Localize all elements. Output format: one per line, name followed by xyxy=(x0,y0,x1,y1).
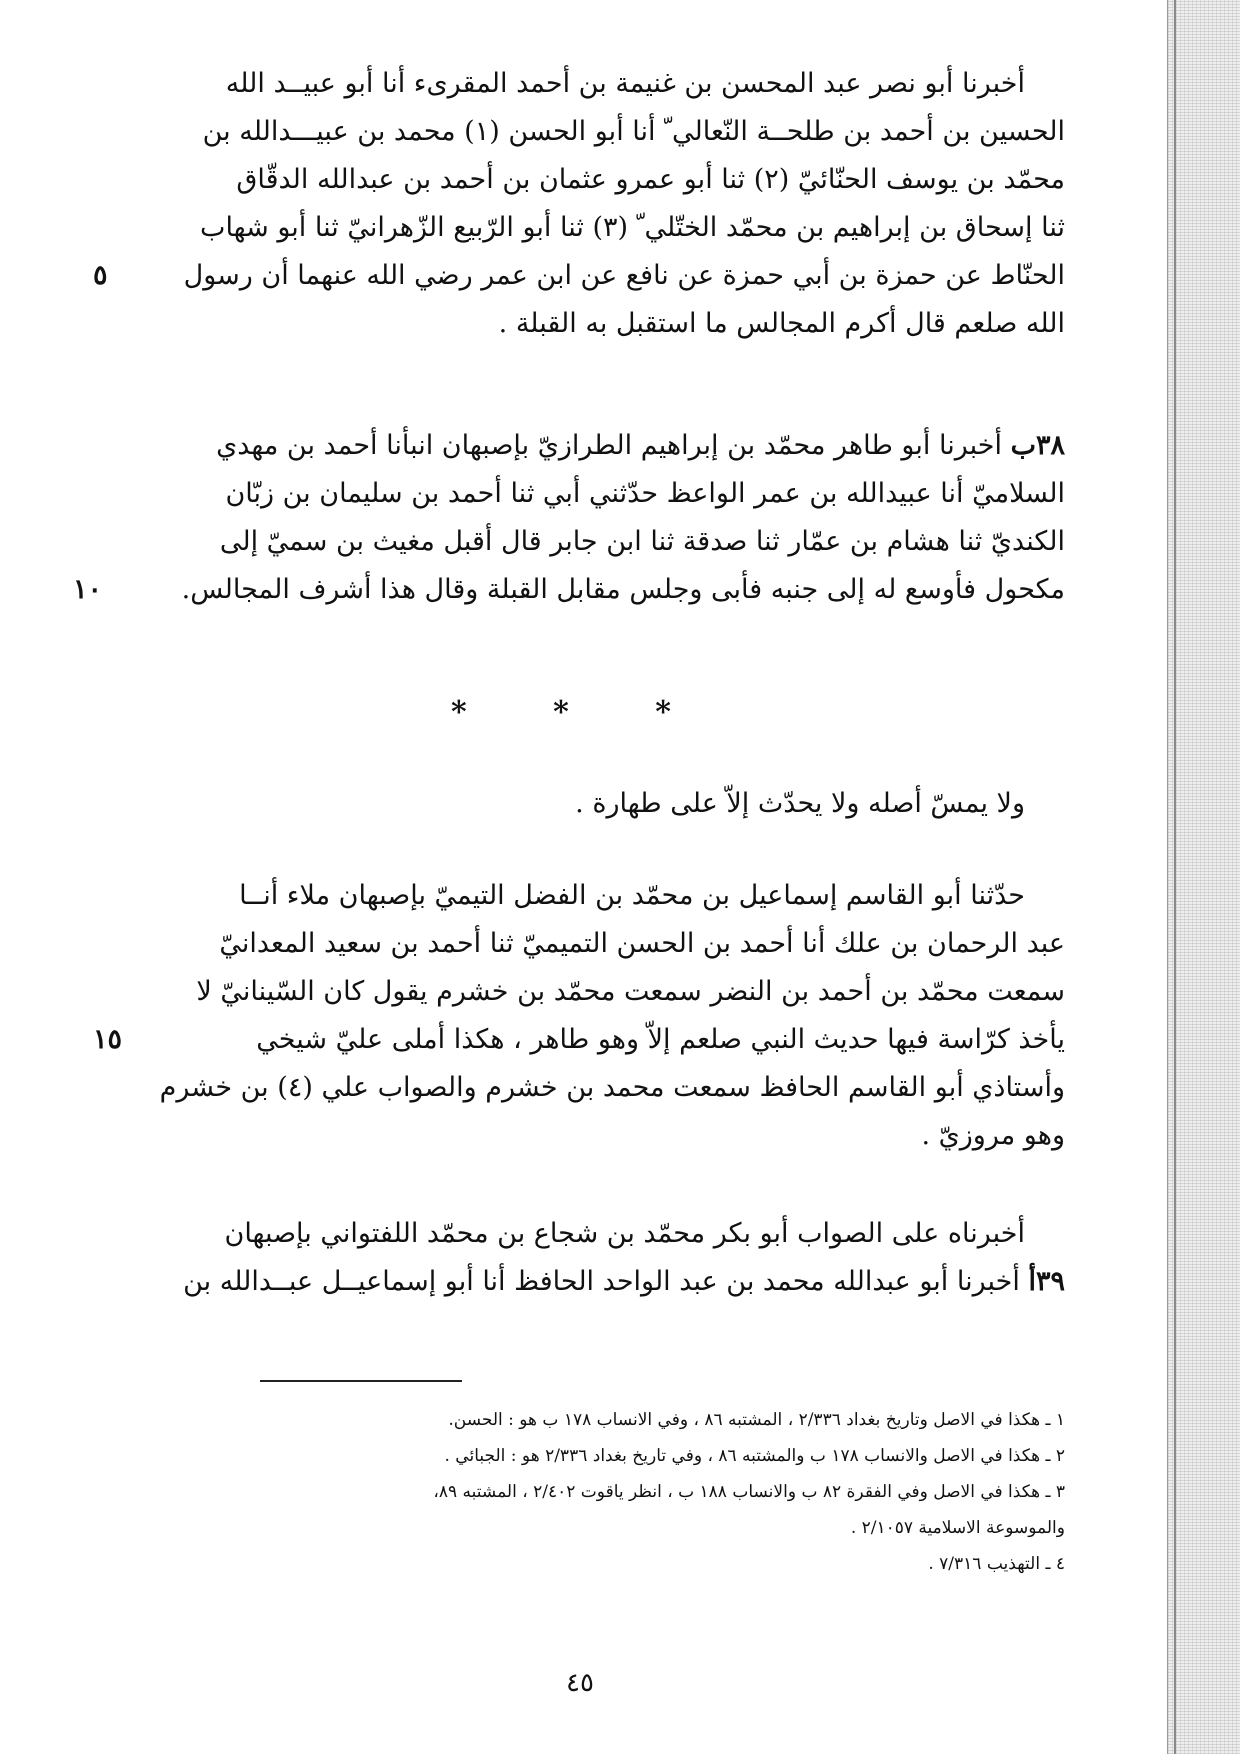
text-line: ولا يمسّ أصله ولا يحدّث إلاّ على طهارة . xyxy=(575,788,1025,819)
text-line: أخبرنا أبو نصر عبد المحسن بن غنيمة بن أحمد المقرىء أنا أبو عبيــد الله xyxy=(225,68,1025,99)
text-line xyxy=(93,1016,1065,1064)
text-line-content: أخبرنا أبو طاهر محمّد بن إبراهيم الطرازيّ بإصبهان انبأنا أحمد بن مهدي xyxy=(216,430,1002,461)
footnote-separator xyxy=(260,1380,462,1382)
text-line: سمعت محمّد بن أحمد بن النضر سمعت محمّد بن خشرم يقول كان السّينانيّ لا xyxy=(196,976,1065,1007)
line-number: ١٠ xyxy=(73,574,103,605)
footnote: ٤ ـ التهذيب ٧/٣١٦ . xyxy=(928,1554,1065,1574)
text-line xyxy=(95,422,1065,470)
line-number: ٥ xyxy=(93,260,108,291)
book-page xyxy=(73,40,1065,1720)
text-line-content: يأخذ كرّاسة فيها حديث النبي صلعم إلاّ وهو طاهر ، هكذا أملى عليّ شيخي xyxy=(256,1024,1065,1055)
footnote: ٣ ـ هكذا في الاصل وفي الفقرة ٨٢ ب والانساب ١٨٨ ب ، انظر ياقوت ٢/٤٠٢ ، المشتبه ٨٩، xyxy=(433,1482,1065,1502)
paragraph-2 xyxy=(73,422,1065,614)
text-line: الحسين بن أحمد بن طلحــة النّعالي ّ أنا أبو الحسن (١) محمد بن عبيـــدالله بن xyxy=(202,116,1065,147)
footnote: والموسوعة الاسلامية ٢/١٠٥٧ . xyxy=(850,1518,1065,1538)
text-line xyxy=(115,1258,1065,1306)
text-line xyxy=(93,252,1065,300)
section-divider: * * * xyxy=(451,695,709,730)
text-line: وأستاذي أبو القاسم الحافظ سمعت محمد بن خشرم والصواب علي (٤) بن خشرم xyxy=(159,1072,1065,1103)
text-line: السلاميّ أنا عبيدالله بن عمر الواعظ حدّثني أبي ثنا أحمد بن سليمان بن زبّان xyxy=(225,478,1065,509)
paragraph-4 xyxy=(93,872,1065,1160)
manuscript-folio-ref: ٣٩أ xyxy=(1028,1266,1065,1297)
text-line: الله صلعم قال أكرم المجالس ما استقبل به القبلة . xyxy=(498,308,1065,339)
text-line: الكنديّ ثنا هشام بن عمّار ثنا صدقة ثنا ابن جابر قال أقبل مغيث بن سميّ إلى xyxy=(219,526,1065,557)
text-line-content: أخبرنا أبو عبدالله محمد بن عبد الواحد الحافظ أنا أبو إسماعيــل عبــدالله بن xyxy=(183,1266,1020,1297)
footnote: ١ ـ هكذا في الاصل وتاريخ بغداد ٢/٣٣٦ ، المشتبه ٨٦ ، وفي الانساب ١٧٨ ب هو : الحسن. xyxy=(448,1410,1065,1430)
paragraph-1 xyxy=(93,60,1065,348)
footnote: ٢ ـ هكذا في الاصل والانساب ١٧٨ ب والمشتبه ٨٦ ، وفي تاريخ بغداد ٢/٣٣٦ هو : الجبائي . xyxy=(444,1446,1065,1466)
line-number: ١٥ xyxy=(93,1024,123,1055)
manuscript-folio-ref: ٣٨ب xyxy=(1010,430,1065,461)
text-line xyxy=(73,566,1065,614)
text-line-content: مكحول فأوسع له إلى جنبه فأبى وجلس مقابل القبلة وقال هذا أشرف المجالس. xyxy=(181,574,1065,605)
text-line: عبد الرحمان بن علك أنا أحمد بن الحسن التميميّ ثنا أحمد بن سعيد المعدانيّ xyxy=(219,928,1065,959)
text-line-content: الحنّاط عن حمزة بن أبي حمزة عن نافع عن ابن عمر رضي الله عنهما أن رسول xyxy=(183,260,1065,291)
text-line: وهو مروزيّ . xyxy=(921,1120,1065,1151)
text-line: ثنا إسحاق بن إبراهيم بن محمّد الختّلي ّ (٣) ثنا أبو الرّبيع الزّهرانيّ ثنا أبو شهاب xyxy=(200,212,1065,243)
paragraph-5 xyxy=(115,1210,1065,1306)
text-line: أخبرناه على الصواب أبو بكر محمّد بن شجاع بن محمّد اللفتواني بإصبهان xyxy=(224,1218,1025,1249)
scanned-book-edge xyxy=(1167,0,1240,1754)
text-line: محمّد بن يوسف الحنّائيّ (٢) ثنا أبو عمرو عثمان بن أحمد بن عبدالله الدقّاق xyxy=(236,164,1065,195)
page-number: ٤٥ xyxy=(566,1668,594,1698)
paragraph-3 xyxy=(115,780,1065,828)
footnotes xyxy=(95,1402,1065,1582)
text-line: حدّثنا أبو القاسم إسماعيل بن محمّد بن الفضل التيميّ بإصبهان ملاء أنــا xyxy=(239,880,1025,911)
